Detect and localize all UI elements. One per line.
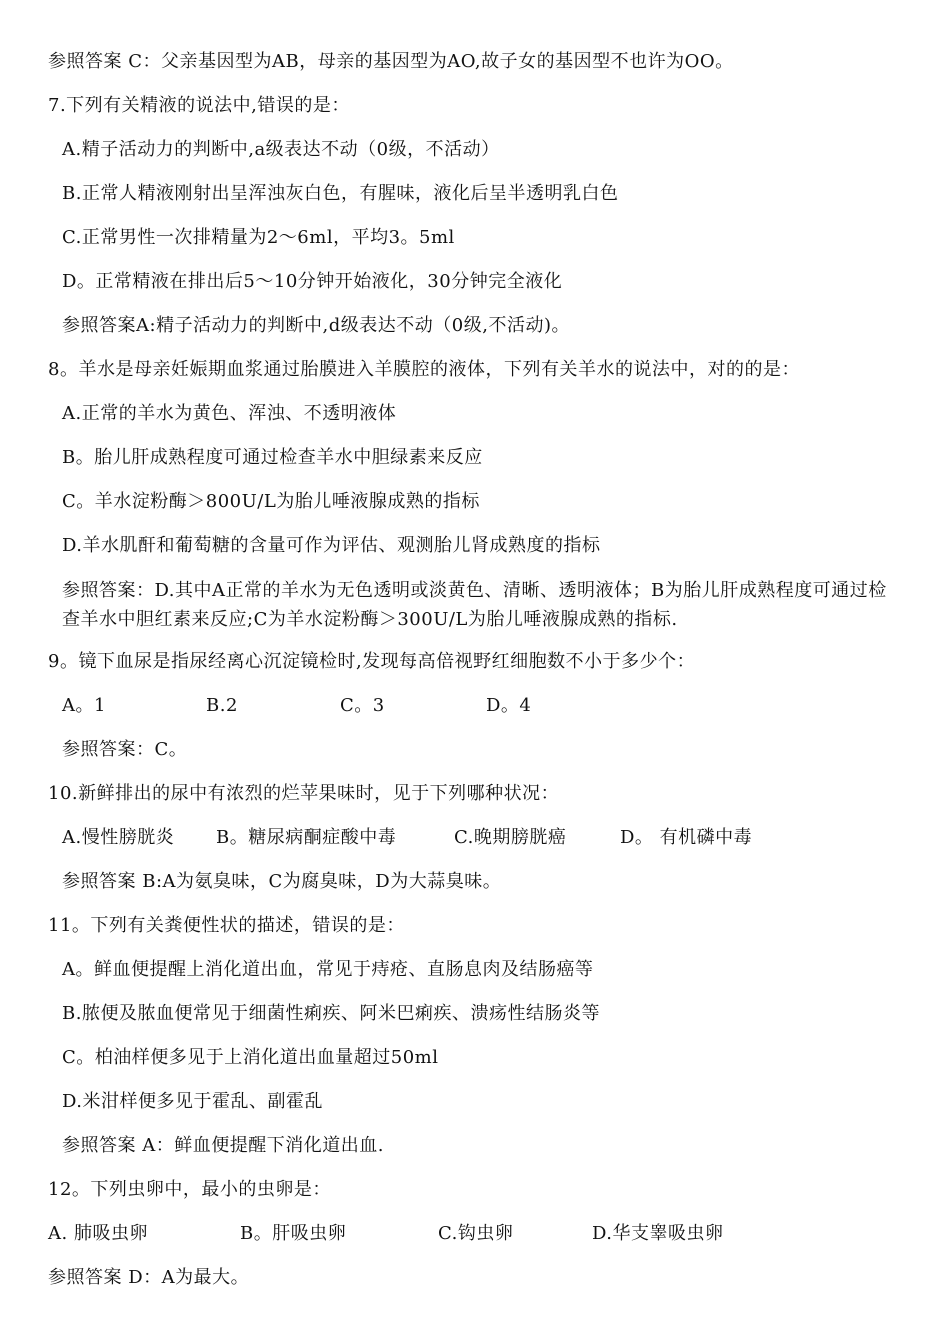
q7-option-a: A.精子活动力的判断中,a级表达不动（0级，不活动）: [62, 139, 500, 160]
answer-8: 参照答案：D.其中A正常的羊水为无色透明或淡黄色、清晰、透明液体；B为胎儿肝成熟程度可通过检查羊水中胆红素来反应;C为羊水淀粉酶＞300U/L为胎儿唾液腺成熟的指标.: [62, 580, 887, 630]
answer-10: 参照答案 B:A为氨臭味，C为腐臭味，D为大蒜臭味。: [62, 871, 502, 892]
answer-6: 参照答案 C：父亲基因型为AB，母亲的基因型为AO,故子女的基因型不也许为OO。: [48, 51, 734, 72]
q12-option-b: B。肝吸虫卵: [240, 1223, 347, 1244]
q12-option-c: C.钩虫卵: [438, 1223, 514, 1244]
answer-12: 参照答案 D：A为最大。: [48, 1267, 250, 1288]
q9-option-b: B.2: [206, 695, 238, 716]
q7-option-b: B.正常人精液刚射出呈浑浊灰白色，有腥味，液化后呈半透明乳白色: [62, 183, 619, 204]
q7-option-c: C.正常男性一次排精量为2～6ml，平均3。5ml: [62, 227, 455, 248]
q9-option-d: D。4: [486, 695, 532, 716]
q7-option-d: D。正常精液在排出后5～10分钟开始液化，30分钟完全液化: [62, 271, 563, 292]
q8-option-a: A.正常的羊水为黄色、浑浊、不透明液体: [62, 403, 397, 424]
question-9: 9。镜下血尿是指尿经离心沉淀镜检时,发现每高倍视野红细胞数不小于多少个：: [48, 651, 696, 672]
q12-option-d: D.华支睾吸虫卵: [592, 1223, 724, 1244]
q8-option-d: D.羊水肌酐和葡萄糖的含量可作为评估、观测胎儿肾成熟度的指标: [62, 535, 601, 556]
q10-option-c: C.晚期膀胱癌: [454, 827, 567, 848]
answer-9: 参照答案：C。: [62, 739, 188, 760]
q12-option-a: A. 肺吸虫卵: [48, 1223, 148, 1244]
answer-7: 参照答案A:精子活动力的判断中,d级表达不动（0级,不活动)。: [62, 315, 571, 336]
q10-option-a: A.慢性膀胱炎: [62, 827, 175, 848]
question-11: 11。下列有关粪便性状的描述，错误的是：: [48, 915, 405, 936]
question-7: 7.下列有关精液的说法中,错误的是：: [48, 95, 350, 116]
q10-option-d: D。 有机磷中毒: [620, 827, 753, 848]
question-8: 8。羊水是母亲妊娠期血浆通过胎膜进入羊膜腔的液体，下列有关羊水的说法中，对的的是：: [48, 359, 800, 380]
answer-11: 参照答案 A：鲜血便提醒下消化道出血.: [62, 1135, 384, 1156]
q11-option-c: C。柏油样便多见于上消化道出血量超过50ml: [62, 1047, 439, 1068]
q10-option-b: B。糖尿病酮症酸中毒: [216, 827, 397, 848]
q9-option-c: C。3: [340, 695, 385, 716]
q11-option-a: A。鲜血便提醒上消化道出血，常见于痔疮、直肠息肉及结肠癌等: [62, 959, 594, 980]
q8-option-c: C。羊水淀粉酶＞800U/L为胎儿唾液腺成熟的指标: [62, 491, 480, 512]
q11-option-b: B.脓便及脓血便常见于细菌性痢疾、阿米巴痢疾、溃疡性结肠炎等: [62, 1003, 600, 1024]
q11-option-d: D.米泔样便多见于霍乱、副霍乱: [62, 1091, 324, 1112]
q8-option-b: B。胎儿肝成熟程度可通过检查羊水中胆绿素来反应: [62, 447, 483, 468]
q9-option-a: A。1: [62, 695, 106, 716]
question-12: 12。下列虫卵中，最小的虫卵是：: [48, 1179, 331, 1200]
question-10: 10.新鲜排出的尿中有浓烈的烂苹果味时，见于下列哪种状况：: [48, 783, 560, 804]
